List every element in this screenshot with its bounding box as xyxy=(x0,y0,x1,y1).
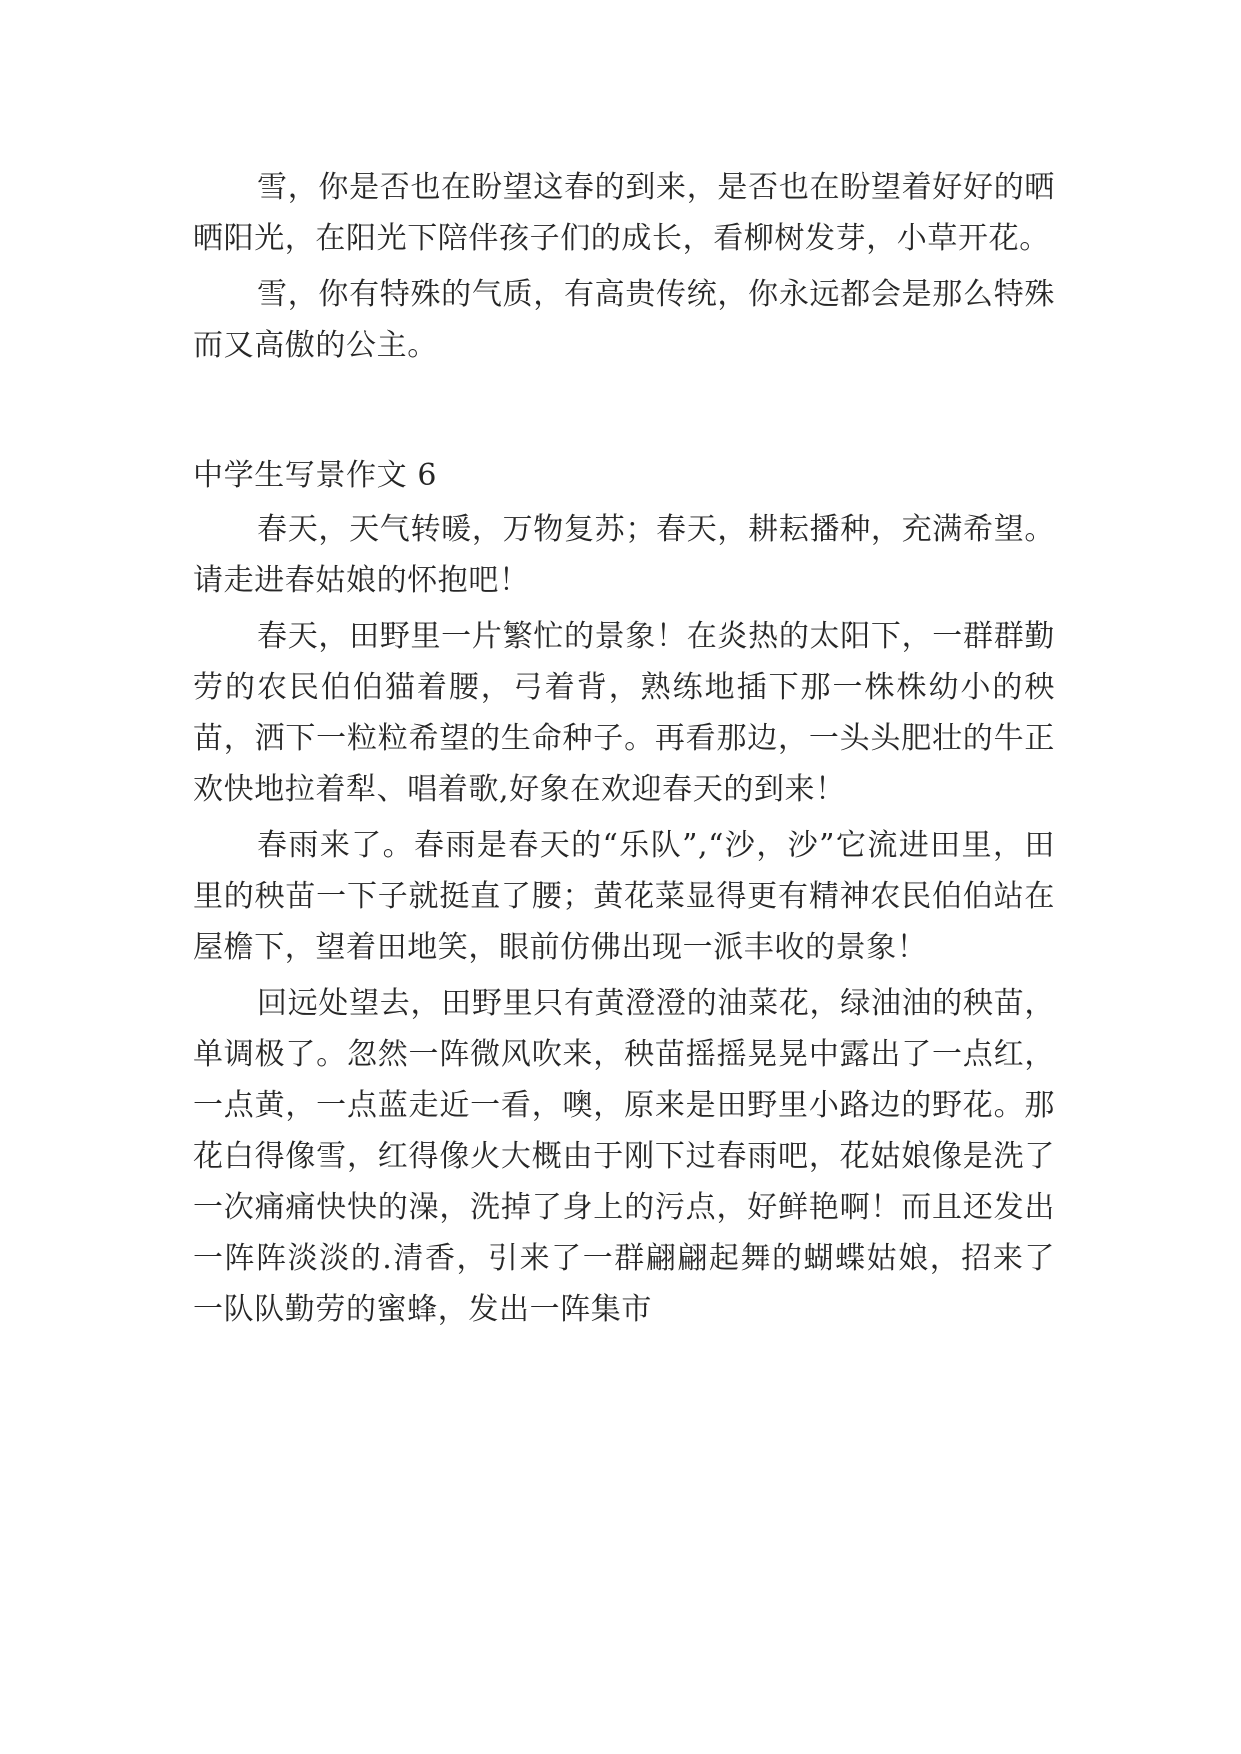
section-title: 中学生写景作文 6 xyxy=(193,458,438,493)
document-body xyxy=(193,162,1055,1340)
paragraph: 雪，你有特殊的气质，有高贵传统，你永远都会是那么特殊而又高傲的公主。 xyxy=(193,277,1055,363)
paragraph: 春天，天气转暖，万物复苏；春天，耕耘播种，充满希望。请走进春姑娘的怀抱吧！ xyxy=(193,512,1055,598)
paragraph: 春天，田野里一片繁忙的景象！在炎热的太阳下，一群群勤劳的农民伯伯猫着腰，弓着背，熟练地插下那一株株幼小的秧苗，洒下一粒粒希望的生命种子。再看那边，一头头肥壮的牛正欢快地拉着犁、唱着歌,好象在欢迎春天的到来！ xyxy=(193,619,1055,807)
paragraph: 春雨来了。春雨是春天的“乐队”,“沙，沙”它流进田里，田里的秧苗一下子就挺直了腰；黄花菜显得更有精神农民伯伯站在屋檐下，望着田地笑，眼前仿佛出现一派丰收的景象！ xyxy=(193,828,1055,965)
paragraph: 雪，你是否也在盼望这春的到来，是否也在盼望着好好的晒晒阳光，在阳光下陪伴孩子们的成长，看柳树发芽，小草开花。 xyxy=(193,170,1055,256)
paragraph: 回远处望去，田野里只有黄澄澄的油菜花，绿油油的秧苗，单调极了。忽然一阵微风吹来，秧苗摇摇晃晃中露出了一点红，一点黄，一点蓝走近一看，噢，原来是田野里小路边的野花。那花白得像雪，红得像火大概由于刚下过春雨吧，花姑娘像是洗了一次痛痛快快的澡，洗掉了身上的污点，好鲜艳啊！而且还发出一阵阵淡淡的.清香，引来了一群翩翩起舞的蝴蝶姑娘，招来了一队队勤劳的蜜蜂，发出一阵集市 xyxy=(193,986,1055,1327)
